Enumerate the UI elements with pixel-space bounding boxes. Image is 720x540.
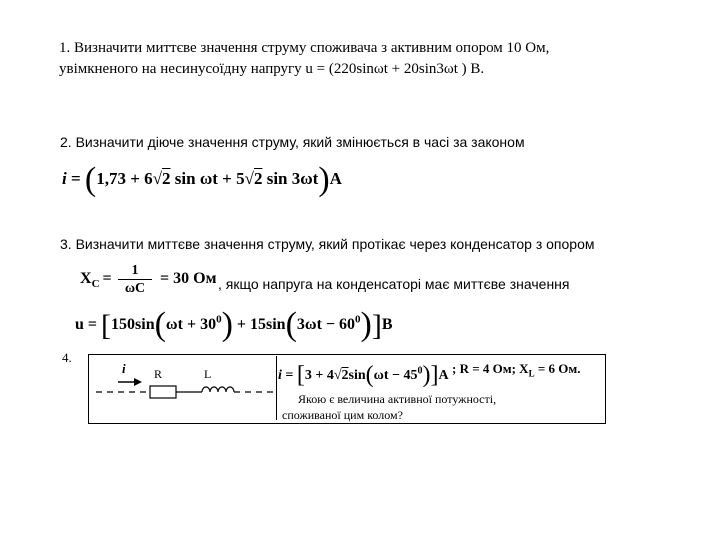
ieq-eqsign: = — [285, 368, 294, 383]
u-term-2: + 15sin — [236, 316, 286, 333]
eq2-c: sin ωt + 5 — [174, 169, 245, 188]
eq2-root-2: √2 — [244, 169, 263, 188]
ieq-deg: 0 — [417, 365, 423, 377]
resistor-label: R — [154, 367, 163, 381]
ieq-i: i — [278, 368, 282, 383]
u-paren-2-close: ) — [360, 306, 372, 343]
problem-3-text: 3. Визначити миттєве значення струму, який протікає через конденсатор з опором — [60, 236, 595, 252]
u-paren-1-close: ) — [221, 306, 233, 343]
u-arg-2: 3ωt − 60 — [296, 316, 356, 333]
problem-1-line-2: увімкненого на несинусоїдну напругу u = (220sinωt + 20sin3ωt ) В. — [59, 61, 485, 77]
circuit-parameters: ; R = 4 Ом; $X_L = 6$ Ом. — [452, 361, 581, 379]
ieq-paren-open: ( — [365, 362, 374, 388]
ieq-open-bracket: [ — [296, 362, 305, 388]
inductor-icon — [202, 387, 234, 392]
xc-lhs: X — [80, 270, 92, 287]
circuit-diagram — [92, 358, 282, 420]
problem-2-equation — [62, 163, 342, 197]
ieq-unit: A — [438, 368, 449, 383]
u-paren-2-open: ( — [285, 306, 297, 343]
question-line-1: Якою є величина активної потужності, — [298, 392, 497, 406]
problem-1-line-1: 1. Визначити миттєве значення струму споживача з активним опором 10 Ом, — [59, 40, 550, 56]
question-line-2: споживаної цим колом? — [282, 408, 403, 422]
ieq-a: 3 + 4 — [304, 368, 334, 383]
u-deg-2: 0 — [355, 313, 361, 326]
u-open-bracket: [ — [101, 309, 112, 342]
eq2-e: sin 3ωt — [266, 169, 319, 188]
voltage-equation — [75, 308, 393, 342]
resistor-icon — [150, 386, 176, 398]
eq2-a: 1,73 + 6 — [96, 169, 153, 188]
inductor-label: L — [204, 367, 212, 381]
ieq-c: sin — [348, 368, 366, 383]
xc-sub: C — [91, 278, 100, 291]
eq2-i: i — [62, 169, 67, 188]
eq2-root-1: √2 — [152, 169, 171, 188]
ieq-arg: ωt − 45 — [373, 368, 418, 383]
current-equation — [278, 363, 449, 387]
ieq-close-bracket: ] — [430, 362, 439, 388]
current-label: i — [122, 361, 126, 376]
u-arg-1: ωt + 30 — [165, 316, 217, 333]
ieq-paren-close: ) — [422, 362, 431, 388]
eq2-eqsign: = — [70, 169, 81, 188]
problem-3-continuation: , якщо напруга на конденсаторі має миттєве значення — [218, 276, 570, 292]
u-deg-1: 0 — [216, 313, 222, 326]
problem-4-number: 4. — [62, 350, 72, 365]
xc-rhs: = 30 Ом — [160, 270, 217, 287]
xc-numerator: 1 — [131, 263, 139, 278]
eq2-close-paren: ) — [318, 161, 330, 198]
u-unit: В — [381, 316, 393, 333]
eq2-unit: A — [329, 169, 342, 188]
u-close-bracket: ] — [371, 309, 382, 342]
current-arrow-icon — [134, 378, 142, 386]
u-paren-1-open: ( — [154, 306, 166, 343]
xc-fraction — [118, 263, 152, 297]
eq2-open-paren: ( — [84, 161, 97, 198]
xc-denominator: ωC — [118, 279, 152, 297]
u-lhs: u = — [75, 316, 98, 333]
ieq-root: √2 — [333, 368, 349, 383]
u-term-1: 150sin — [111, 316, 155, 333]
problem-2-text: 2. Визначити діюче значення струму, який змінюється в часі за законом — [60, 134, 525, 150]
